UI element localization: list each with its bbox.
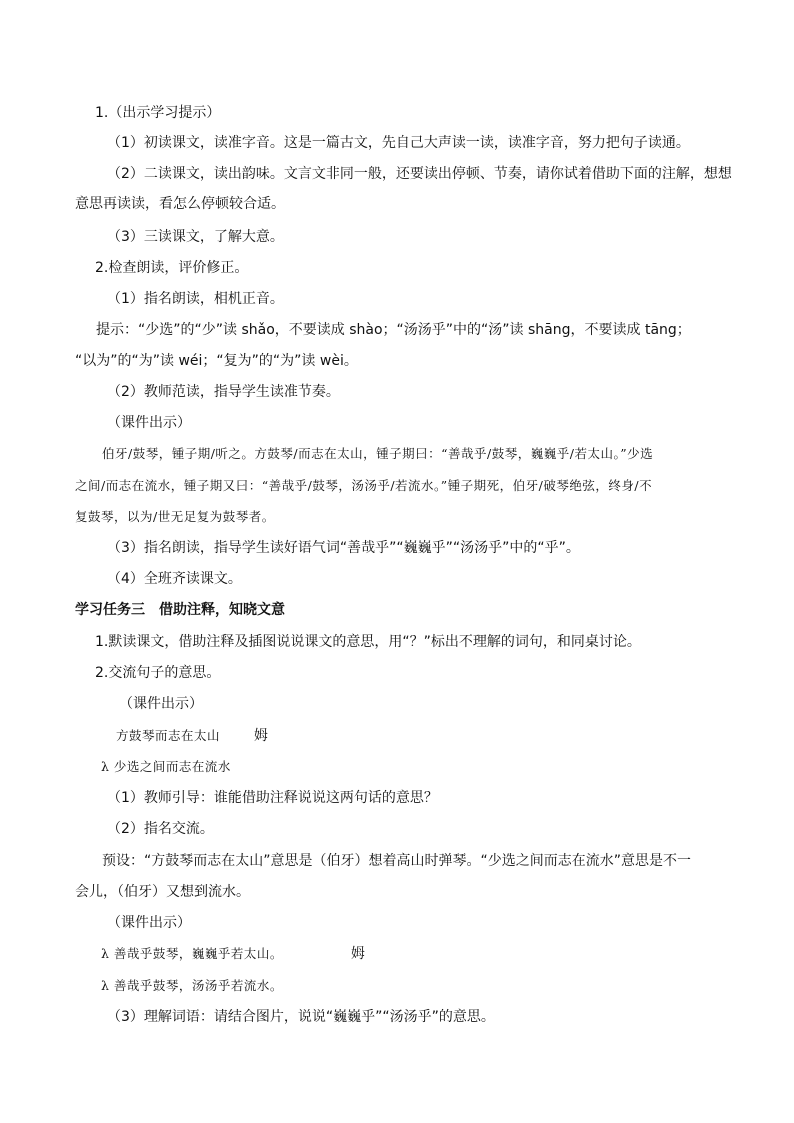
task-3-heading: 学习任务三 借助注释，知晓文意 bbox=[75, 602, 285, 618]
preset-answer: 预设：“方鼓琴而志在太山”意思是（伯牙）想着高山时弹琴。“少选之间而志在流水”意思是不一 bbox=[102, 853, 692, 869]
paragraph-second-reading-cont: 意思再读读，看怎么停顿较合适。 bbox=[75, 196, 285, 212]
courseware-label: （课件出示） bbox=[107, 915, 191, 931]
task-3-step-1: 1.默读课文，借助注释及插图说说课文的意思，用“？”标出不理解的词句，和同桌讨论。 bbox=[95, 634, 641, 650]
pronunciation-hint: 提示：“少选”的“少”读 shǎo，不要读成 shào；“汤汤乎”中的“汤”读 shāng，不要读成 tāng； bbox=[96, 322, 691, 338]
pronunciation-hint-cont: “以为”的“为”读 wéi；“复为”的“为”读 wèi。 bbox=[75, 353, 358, 369]
paragraph-third-reading: （3）三读课文，了解大意。 bbox=[107, 229, 284, 245]
sub-step-teacher-reading: （2）教师范读，指导学生读准节奏。 bbox=[107, 384, 340, 400]
step-1-heading: 1.（出示学习提示） bbox=[95, 105, 221, 121]
paragraph-second-reading: （2）二读课文，读出韵味。文言文非同一般，还要读出停顿、节奏，请你试着借助下面的注解，想想 bbox=[107, 166, 732, 182]
classical-text-line-2: 之间/而志在流水，锺子期又曰：“善哉乎/鼓琴，汤汤乎/若流水。”锺子期死，伯牙/破琴绝弦，终身/不 bbox=[75, 478, 653, 493]
sub-step-exchange: （2）指名交流。 bbox=[107, 821, 214, 837]
classical-text-line-3: 复鼓琴，以为/世无足复为鼓琴者。 bbox=[75, 509, 275, 524]
sub-step-correct-pronunciation: （1）指名朗读，相机正音。 bbox=[107, 291, 284, 307]
courseware-label: （课件出示） bbox=[107, 415, 191, 431]
sub-step-modal-particles: （3）指名朗读，指导学生读好语气词“善哉乎”“巍巍乎”“汤汤乎”中的“乎”。 bbox=[107, 540, 580, 556]
paragraph-first-reading: （1）初读课文，读准字音。这是一篇古文，先自己大声读一读，读准字音，努力把句子读通。 bbox=[107, 135, 690, 151]
sub-step-understand-words: （3）理解词语：请结合图片，说说“巍巍乎”“汤汤乎”的意思。 bbox=[107, 1009, 495, 1025]
stray-glyph: 姆 bbox=[254, 728, 268, 744]
stray-glyph: 姆 bbox=[351, 946, 365, 962]
step-2-heading: 2.检查朗读，评价修正。 bbox=[95, 260, 249, 276]
quote-sentence-4: λ 善哉乎鼓琴，汤汤乎若流水。 bbox=[101, 978, 283, 993]
quote-sentence-2: λ 少选之间而志在流水 bbox=[101, 759, 231, 774]
task-3-step-2: 2.交流句子的意思。 bbox=[95, 665, 221, 681]
quote-sentence-3: λ 善哉乎鼓琴，巍巍乎若太山。 bbox=[101, 946, 283, 961]
teacher-guide-question: （1）教师引导：谁能借助注释说说这两句话的意思？ bbox=[107, 790, 438, 806]
preset-answer-cont: 会儿，（伯牙）又想到流水。 bbox=[75, 884, 250, 900]
quote-sentence-1: 方鼓琴而志在太山 bbox=[116, 728, 221, 743]
sub-step-class-reading: （4）全班齐读课文。 bbox=[107, 571, 242, 587]
classical-text-line-1: 伯牙/鼓琴，锺子期/听之。方鼓琴/而志在太山，锺子期曰：“善哉乎/鼓琴，巍巍乎/若太山。”少选 bbox=[102, 446, 654, 461]
courseware-label: （课件出示） bbox=[119, 696, 203, 712]
